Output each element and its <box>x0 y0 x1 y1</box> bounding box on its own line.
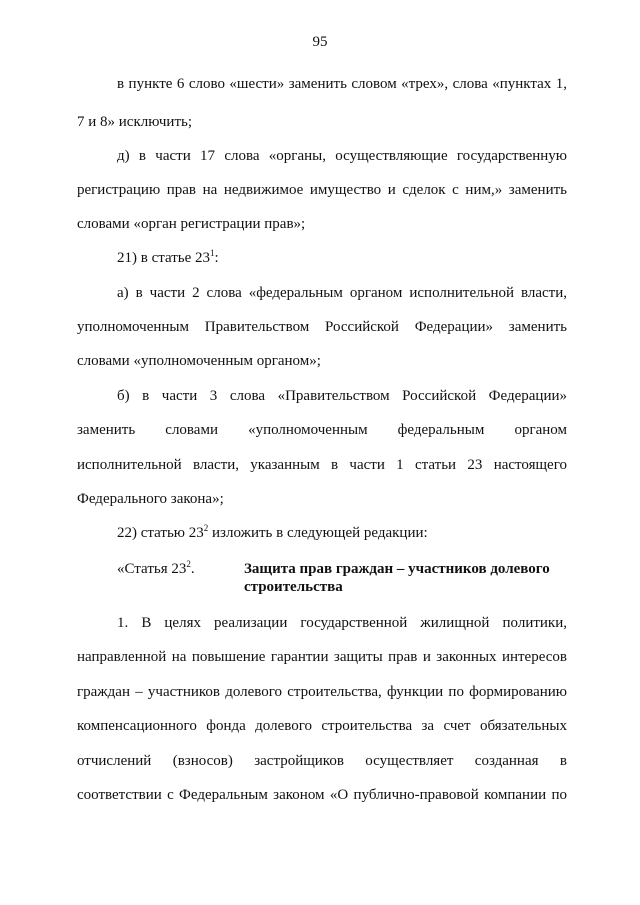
paragraph-line: соответствии с Федеральным законом «О публично-правовой компании по <box>77 787 567 803</box>
article-label-text: . <box>190 561 195 577</box>
paragraph-line: отчислений (взносов) застройщиков осуществляет созданная в <box>77 753 567 769</box>
paragraph-line: регистрацию прав на недвижимое имущество и сделок с ним,» заменить <box>77 182 567 198</box>
article-label-text: «Статья 23 <box>117 561 187 577</box>
line-text: изложить в следующей редакции: <box>208 525 428 541</box>
paragraph-line: уполномоченным Правительством Российской Федерации» заменить <box>77 319 567 335</box>
paragraph-line: словами «уполномоченным органом»; <box>77 353 321 369</box>
superscript: 1 <box>210 248 215 258</box>
line-text: 21) в статье 23 <box>117 250 211 266</box>
superscript: 2 <box>203 523 209 533</box>
paragraph-line: а) в части 2 слова «федеральным органом исполнительной власти, <box>117 285 567 301</box>
superscript: 2 <box>186 559 191 569</box>
paragraph-line: компенсационного фонда долевого строительства за счет обязательных <box>77 718 567 734</box>
paragraph-line: 7 и 8» исключить; <box>77 114 193 130</box>
paragraph-line <box>117 524 567 542</box>
paragraph-line: словами «орган регистрации прав»; <box>77 216 306 232</box>
page-number: 95 <box>312 34 328 50</box>
paragraph-line: граждан – участников долевого строительства, функции по формированию <box>77 684 567 700</box>
paragraph-line: заменить словами «уполномоченным федеральным органом <box>77 422 567 438</box>
paragraph-line: д) в части 17 слова «органы, осуществляющие государственную <box>117 148 567 164</box>
paragraph-line: б) в части 3 слова «Правительством Российской Федерации» <box>117 388 567 404</box>
paragraph-line: исполнительной власти, указанным в части 1 статьи 23 настоящего <box>77 457 567 473</box>
line-text: : <box>214 250 219 266</box>
paragraph-line: Федерального закона»; <box>77 491 224 507</box>
paragraph-line <box>117 249 567 267</box>
paragraph-line: 1. В целях реализации государственной жилищной политики, <box>117 615 567 631</box>
line-text: 22) статью 23 <box>117 525 204 541</box>
article-title: Защита прав граждан – участников долевого строительства <box>244 561 550 595</box>
article-label <box>117 560 195 578</box>
paragraph-line: в пункте 6 слово «шести» заменить словом «трех», слова «пунктах 1, <box>117 76 567 92</box>
paragraph-line: направленной на повышение гарантии защиты прав и законных интересов <box>77 649 567 665</box>
